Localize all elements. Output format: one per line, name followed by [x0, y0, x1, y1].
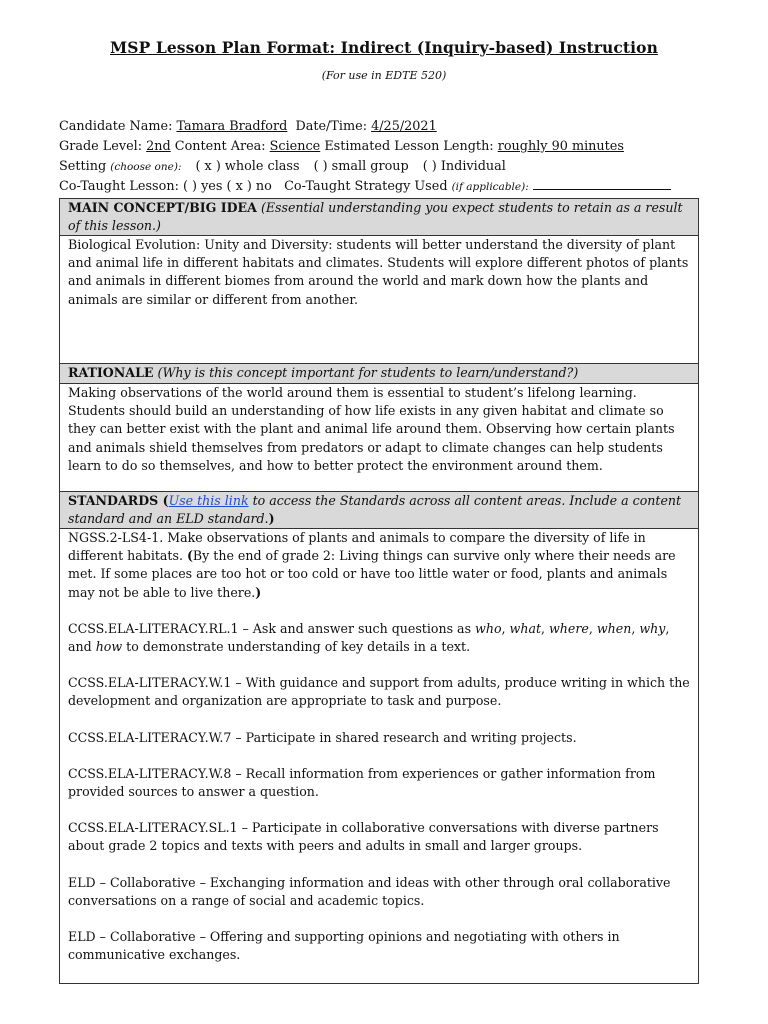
cotaught-no[interactable]: ( x ) no — [226, 179, 272, 194]
rl1-sep: , — [501, 620, 510, 636]
rl1-sep: , — [588, 620, 597, 636]
rl1-why: why — [639, 620, 666, 636]
main-concept-heading: MAIN CONCEPT/BIG IDEA — [68, 200, 257, 215]
ngss-text: NGSS.2-LS4-1. Make observations of plants and animals to compare the diversity of life in different habitats. — [68, 530, 646, 564]
strategy-label: Co-Taught Strategy Used — [284, 179, 452, 194]
content-label: Content Area: — [170, 139, 270, 154]
setting-label: Setting — [59, 159, 111, 174]
standard-w8: CCSS.ELA-LITERACY.W.8 – Recall information from experiences or gather information from provided sources to answer a question. — [68, 765, 656, 800]
standards-header — [60, 492, 698, 529]
candidate-row — [59, 117, 709, 137]
main-concept-header — [60, 199, 698, 236]
standard-eld1: ELD – Collaborative – Exchanging information and ideas with other through oral collaborative conversations on a range of social and academic topics. — [68, 874, 671, 908]
rl1-sep: , — [631, 620, 640, 636]
ngss-paren-close: ) — [255, 584, 262, 600]
lesson-info — [59, 117, 709, 197]
setting-small-group[interactable]: ( ) small group — [313, 159, 409, 174]
standard-w7: CCSS.ELA-LITERACY.W.7 – Participate in shared research and writing projects. — [68, 729, 577, 745]
page-title: MSP Lesson Plan Format: Indirect (Inquiry-based) Instruction — [110, 38, 658, 57]
rl1-where: where — [549, 620, 589, 636]
rl1-what: what — [509, 620, 542, 636]
ngss-detail: By the end of grade 2: Living things can survive only where their needs are met. If some places are too hot or too cold or have too little water or food, plants and animals may not be able to live there. — [68, 548, 676, 600]
standards-close: ) — [268, 511, 275, 527]
rationale-header — [60, 364, 698, 384]
rationale-body: Making observations of the world around them is essential to student’s lifelong learning. Students should build an understanding of how life exists in any given habitat and climate so they can better exist with the plant and animal life around them. Observing how certain plants and animals shield themselves from predators or adapt to climate changes can help students learn to do so themselves, and how to better protect the environment around them. — [60, 384, 698, 492]
datetime-label: Date/Time: — [295, 119, 372, 134]
rl1-rest: to demonstrate understanding of key details in a text. — [122, 639, 471, 655]
rl1-sep: , and — [68, 620, 670, 655]
cotaught-yes[interactable]: ( ) yes — [182, 179, 223, 194]
page-subtitle: (For use in EDTE 520) — [321, 69, 447, 82]
rl1-when: when — [596, 620, 632, 636]
candidate-label: Candidate Name: — [59, 119, 177, 134]
content-value: Science — [269, 139, 321, 154]
length-value: roughly 90 minutes — [497, 139, 624, 154]
standards-link[interactable]: Use this link — [168, 493, 249, 508]
setting-hint: (choose one): — [110, 161, 182, 173]
setting-whole-class[interactable]: ( x ) whole class — [195, 159, 300, 174]
lesson-table — [59, 198, 699, 984]
strategy-hint: (if applicable): — [451, 181, 529, 193]
grade-row — [59, 137, 709, 157]
rationale-heading: RATIONALE — [68, 365, 154, 380]
standard-ngss — [68, 529, 690, 602]
rl1-text: CCSS.ELA-LITERACY.RL.1 – Ask and answer such questions as — [68, 620, 476, 636]
length-label: Estimated Lesson Length: — [320, 139, 498, 154]
strategy-blank-line[interactable] — [533, 177, 671, 190]
grade-value: 2nd — [146, 139, 171, 154]
candidate-name: Tamara Bradford — [176, 119, 288, 134]
rl1-who: who — [475, 620, 502, 636]
standards-heading: STANDARDS ( — [68, 493, 169, 508]
standard-eld2: ELD – Collaborative – Offering and supporting opinions and negotiating with others in communicative exchanges. — [68, 929, 620, 963]
standards-body — [60, 529, 698, 964]
main-concept-hint: (Essential understanding you expect students to retain as a result of this lesson.) — [68, 200, 683, 234]
cotaught-label: Co-Taught Lesson: — [59, 179, 183, 194]
standard-w1: CCSS.ELA-LITERACY.W.1 – With guidance and support from adults, produce writing in which the development and organization are appropriate to task and purpose. — [68, 675, 690, 709]
rationale-hint: (Why is this concept important for students to learn/understand?) — [153, 365, 579, 380]
standard-rl1 — [68, 620, 690, 656]
rl1-sep: , — [541, 620, 550, 636]
setting-individual[interactable]: ( ) Individual — [422, 159, 506, 174]
main-concept-body: Biological Evolution: Unity and Diversity: students will better understand the diversity of plant and animal life in different habitats and climates. Students will explore different photos of plants and animals in different biomes from around the world and mark down how the plants and animals are similar or different from another. — [60, 236, 698, 364]
standards-hint: to access the Standards across all content areas. Include a content standard and an ELD standard. — [68, 493, 682, 527]
ngss-paren-open: ( — [186, 548, 193, 564]
datetime-value: 4/25/2021 — [371, 119, 437, 134]
standard-sl1: CCSS.ELA-LITERACY.SL.1 – Participate in collaborative conversations with diverse partners about grade 2 topics and texts with peers and adults in small and larger groups. — [68, 820, 659, 854]
setting-row — [59, 157, 709, 177]
rl1-how: how — [95, 639, 123, 655]
cotaught-row — [59, 177, 709, 197]
grade-label: Grade Level: — [59, 139, 147, 154]
